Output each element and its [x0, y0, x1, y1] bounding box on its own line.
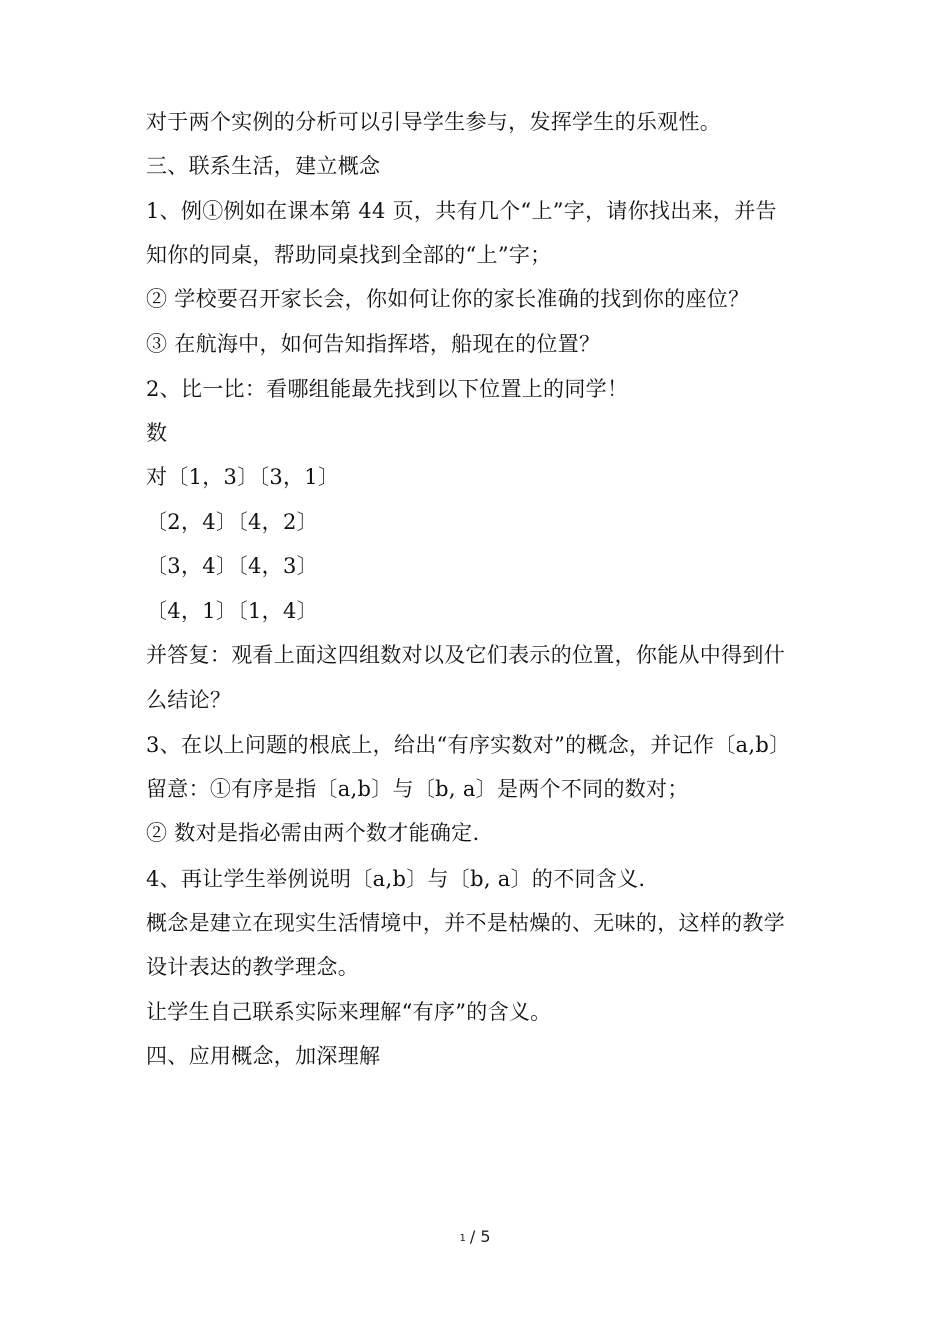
page-separator: /: [469, 1227, 476, 1246]
text-line: 3、在以上问题的根底上，给出“有序实数对”的概念，并记作〔a,b〕: [146, 733, 791, 757]
current-page-number: 1: [459, 1233, 466, 1244]
text-line: ② 数对是指必需由两个数才能确定.: [146, 821, 480, 845]
section-heading: 三、联系生活，建立概念: [146, 154, 381, 178]
text-line: 概念是建立在现实生活情境中，并不是枯燥的、无味的，这样的教学: [146, 911, 785, 935]
text-line: 〔2，4〕〔4，2〕: [146, 510, 318, 534]
text-line: 数: [146, 421, 168, 445]
page-number: [0, 1227, 950, 1246]
total-pages: 5: [480, 1227, 491, 1246]
text-line: 2、比一比：看哪组能最先找到以下位置上的同学！: [146, 377, 629, 401]
text-line: 〔3，4〕〔4，3〕: [146, 554, 318, 578]
text-line: 对〔1，3〕〔3，1〕: [146, 465, 340, 489]
text-line: 4、再让学生举例说明〔a,b〕与〔b, a〕的不同含义.: [146, 867, 646, 891]
text-line: ② 学校要召开家长会，你如何让你的家长准确的找到你的座位？: [146, 287, 750, 311]
text-line: 1、例①例如在课本第 44 页，共有几个“上”字，请你找出来，并告: [146, 199, 777, 223]
text-line: 么结论？: [146, 688, 232, 712]
text-line: 并答复：观看上面这四组数对以及它们表示的位置，你能从中得到什: [146, 643, 785, 667]
section-heading: 四、应用概念，加深理解: [146, 1044, 381, 1068]
text-line: ③ 在航海中，如何告知指挥塔，船现在的位置？: [146, 332, 601, 356]
text-line: 〔4，1〕〔1，4〕: [146, 599, 318, 623]
text-line: 对于两个实例的分析可以引导学生参与，发挥学生的乐观性。: [146, 110, 722, 134]
text-line: 知你的同桌，帮助同桌找到全部的“上”字；: [146, 243, 552, 267]
text-line: 留意：①有序是指〔a,b〕与〔b, a〕是两个不同的数对；: [146, 777, 689, 801]
text-line: 让学生自己联系实际来理解“有序”的含义。: [146, 1000, 552, 1024]
text-line: 设计表达的教学理念。: [146, 955, 359, 979]
